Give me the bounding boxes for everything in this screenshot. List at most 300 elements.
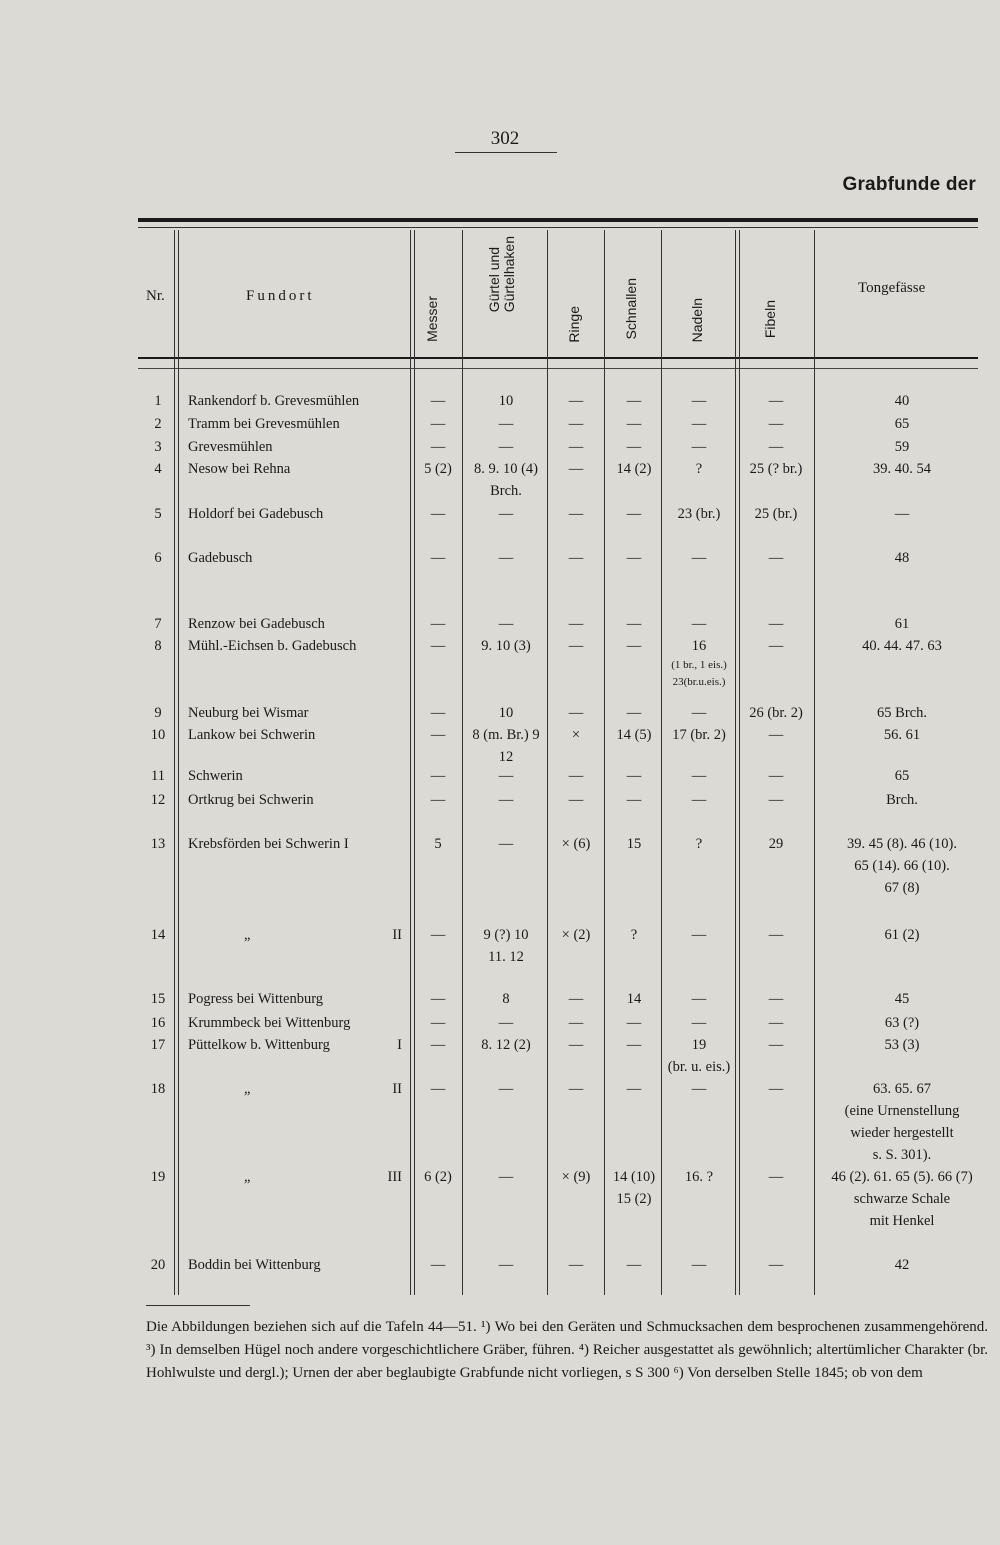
cell-guertel-line: 11. 12 xyxy=(488,949,524,965)
cell-tongefaesse-line: 65 Brch. xyxy=(877,705,927,721)
cell-tongefaesse xyxy=(822,436,982,458)
cell-schnallen xyxy=(606,613,662,635)
cell-guertel xyxy=(466,503,546,525)
cell-nr: 10 xyxy=(150,727,166,743)
cell-ringe: × (2) xyxy=(561,927,591,943)
cell-schnallen xyxy=(606,390,662,412)
cell-fundort-text: Boddin bei Wittenburg xyxy=(188,1257,321,1273)
header-guertel-line2: Gürtelhaken xyxy=(501,236,517,313)
cell-nadeln xyxy=(662,724,736,746)
cell-fundort xyxy=(188,503,408,525)
cell-tongefaesse xyxy=(822,789,982,811)
cell-guertel-line: — xyxy=(498,616,514,632)
cell-messer: — xyxy=(430,1015,446,1031)
cell-schnallen-line: 14 (10) xyxy=(612,1169,656,1185)
cell-nadeln xyxy=(662,613,736,635)
col-divider-ringe xyxy=(604,230,605,1295)
cell-nr: 18 xyxy=(150,1081,166,1097)
cell-guertel-line: — xyxy=(498,1015,514,1031)
cell-schnallen-line: 15 (2) xyxy=(616,1191,652,1207)
cell-messer: — xyxy=(430,638,446,654)
cell-fundort-text: „ xyxy=(244,1081,251,1097)
header-fibeln: Fibeln xyxy=(762,300,778,339)
cell-guertel-line: 10 xyxy=(498,705,514,721)
cell-schnallen-line: — xyxy=(626,439,642,455)
cell-schnallen-line: — xyxy=(626,638,642,654)
cell-tongefaesse-line: 65 (14). 66 (10). xyxy=(854,858,950,874)
cell-tongefaesse xyxy=(822,988,982,1010)
cell-tongefaesse-line: 45 xyxy=(894,991,910,1007)
cell-nadeln-line: 16. ? xyxy=(684,1169,714,1185)
cell-fibeln: — xyxy=(768,768,784,784)
cell-nadeln-line: 16 xyxy=(691,638,707,654)
cell-nadeln xyxy=(662,436,736,458)
cell-nadeln-line: (br. u. eis.) xyxy=(667,1059,731,1075)
cell-tongefaesse xyxy=(822,702,982,724)
cell-schnallen xyxy=(606,1166,662,1210)
cell-fibeln: — xyxy=(768,991,784,1007)
cell-messer: — xyxy=(430,1257,446,1273)
cell-fundort xyxy=(188,1034,408,1056)
cell-nadeln xyxy=(662,789,736,811)
cell-guertel xyxy=(466,924,546,968)
cell-tongefaesse xyxy=(822,503,982,525)
cell-ringe: — xyxy=(568,1081,584,1097)
header-guertel-line1: Gürtel und xyxy=(486,246,502,313)
cell-ringe: — xyxy=(568,1015,584,1031)
cell-fundort-number: I xyxy=(397,1037,402,1053)
footnote-text: Die Abbildungen beziehen sich auf die Tafeln 44—51. ¹) Wo bei den Geräten und Schmucksachen dem besprochenen zusammengehörend. ³) In demselben Hügel noch andere vorgeschichtlichere Gräber, führen. ⁴) Reicher ausgestattet als gewöhnlich; altertümlicher Charakter (br. Hohlwulste und dergl.); Urnen der aber beglaubigte Grabfunde nicht vorliegen, s S 300 ⁶) Von derselben Stelle 1845; ob von dem xyxy=(146,1319,988,1381)
cell-guertel-line: — xyxy=(498,1081,514,1097)
cell-fundort-text: Schwerin xyxy=(188,768,243,784)
cell-nr: 12 xyxy=(150,792,166,808)
cell-fundort-text: Püttelkow b. Wittenburg xyxy=(188,1037,330,1053)
cell-guertel-line: 8. 9. 10 (4) xyxy=(473,461,539,477)
cell-fundort-text: Gadebusch xyxy=(188,550,253,566)
cell-messer: 5 xyxy=(434,836,442,852)
cell-fundort xyxy=(188,988,408,1010)
cell-schnallen xyxy=(606,765,662,787)
cell-nadeln xyxy=(662,924,736,946)
cell-ringe: — xyxy=(568,792,584,808)
cell-schnallen-line: — xyxy=(626,1037,642,1053)
cell-fundort-text: Krummbeck bei Wittenburg xyxy=(188,1015,351,1031)
cell-nr: 11 xyxy=(151,768,165,784)
cell-guertel xyxy=(466,765,546,787)
table-top-thin-rule xyxy=(138,227,978,228)
cell-fibeln: — xyxy=(768,550,784,566)
cell-nadeln-line: (1 br., 1 eis.) xyxy=(671,659,727,671)
cell-nadeln-line: 23(br.u.eis.) xyxy=(672,676,726,688)
cell-tongefaesse-line: 42 xyxy=(894,1257,910,1273)
cell-guertel-line: — xyxy=(498,1169,514,1185)
cell-nadeln xyxy=(662,702,736,724)
cell-fundort-text: Pogress bei Wittenburg xyxy=(188,991,324,1007)
cell-nadeln xyxy=(662,988,736,1010)
cell-schnallen xyxy=(606,413,662,435)
cell-schnallen-line: 14 (2) xyxy=(616,461,652,477)
cell-nadeln xyxy=(662,503,736,525)
cell-nadeln xyxy=(662,1034,736,1078)
cell-fundort-text: „ xyxy=(244,927,251,943)
cell-messer: — xyxy=(430,1037,446,1053)
cell-guertel xyxy=(466,1034,546,1056)
cell-nadeln-line: — xyxy=(691,1257,707,1273)
page-number: 302 xyxy=(490,128,520,149)
cell-tongefaesse-line: mit Henkel xyxy=(869,1213,935,1229)
cell-ringe: — xyxy=(568,705,584,721)
cell-guertel-line: — xyxy=(498,550,514,566)
header-nadeln: Nadeln xyxy=(689,298,705,343)
cell-fundort xyxy=(188,436,408,458)
cell-fundort xyxy=(188,924,408,946)
cell-fundort xyxy=(188,413,408,435)
cell-guertel-line: — xyxy=(498,506,514,522)
cell-nadeln-line: — xyxy=(691,550,707,566)
cell-nr: 8 xyxy=(154,638,162,654)
cell-schnallen-line: — xyxy=(626,416,642,432)
cell-fibeln: — xyxy=(768,927,784,943)
cell-ringe: × (9) xyxy=(561,1169,591,1185)
cell-ringe: — xyxy=(568,439,584,455)
cell-guertel xyxy=(466,702,546,724)
cell-nadeln xyxy=(662,635,736,691)
cell-fibeln: — xyxy=(768,1081,784,1097)
cell-fibeln: — xyxy=(768,638,784,654)
cell-nadeln xyxy=(662,765,736,787)
header-messer: Messer xyxy=(424,296,440,342)
header-schnallen: Schnallen xyxy=(623,278,639,340)
cell-fundort-number: II xyxy=(392,927,402,943)
cell-tongefaesse xyxy=(822,724,982,746)
cell-ringe: — xyxy=(568,616,584,632)
cell-nadeln-line: — xyxy=(691,616,707,632)
cell-schnallen-line: 14 xyxy=(626,991,642,1007)
cell-nadeln-line: 23 (br.) xyxy=(677,506,721,522)
cell-tongefaesse-line: 39. 40. 54 xyxy=(873,461,931,477)
cell-guertel-line: Brch. xyxy=(490,483,522,499)
cell-ringe: — xyxy=(568,1257,584,1273)
cell-tongefaesse-line: wieder hergestellt xyxy=(850,1125,954,1141)
cell-schnallen-line: — xyxy=(626,1015,642,1031)
cell-guertel-line: — xyxy=(498,416,514,432)
cell-nadeln-line: — xyxy=(691,768,707,784)
cell-guertel xyxy=(466,1012,546,1034)
cell-nadeln xyxy=(662,458,736,480)
cell-guertel-line: — xyxy=(498,792,514,808)
cell-fundort-text: Holdorf bei Gadebusch xyxy=(188,506,324,522)
cell-schnallen xyxy=(606,1078,662,1100)
cell-fibeln: — xyxy=(768,1169,784,1185)
cell-nadeln xyxy=(662,390,736,412)
cell-guertel-line: 12 xyxy=(498,749,514,765)
cell-schnallen-line: — xyxy=(626,616,642,632)
cell-messer: — xyxy=(430,1081,446,1097)
cell-nadeln xyxy=(662,1078,736,1100)
cell-ringe: × (6) xyxy=(561,836,591,852)
cell-nr: 17 xyxy=(150,1037,166,1053)
cell-tongefaesse xyxy=(822,1078,982,1166)
cell-tongefaesse-line: 40 xyxy=(894,393,910,409)
cell-guertel xyxy=(466,988,546,1010)
cell-fundort-text: „ xyxy=(244,1169,251,1185)
header-tongefaesse: Tongefässe xyxy=(858,280,926,296)
header-nr: Nr. xyxy=(146,288,165,304)
cell-guertel-line: 8. 12 (2) xyxy=(481,1037,531,1053)
cell-nr: 3 xyxy=(154,439,162,455)
cell-tongefaesse xyxy=(822,413,982,435)
cell-fundort-number: II xyxy=(392,1081,402,1097)
cell-nadeln-line: ? xyxy=(695,836,703,852)
cell-ringe: — xyxy=(568,393,584,409)
cell-tongefaesse-line: 65 xyxy=(894,768,910,784)
cell-nr: 14 xyxy=(150,927,166,943)
table-top-rule xyxy=(138,218,978,222)
cell-fundort xyxy=(188,547,408,569)
cell-fundort-text: Ortkrug bei Schwerin xyxy=(188,792,314,808)
table-header-rule-thin xyxy=(138,368,978,369)
cell-tongefaesse xyxy=(822,1166,982,1232)
cell-guertel-line: — xyxy=(498,836,514,852)
cell-guertel xyxy=(466,789,546,811)
cell-tongefaesse-line: 46 (2). 61. 65 (5). 66 (7) xyxy=(831,1169,973,1185)
cell-schnallen xyxy=(606,1012,662,1034)
cell-messer: — xyxy=(430,705,446,721)
cell-tongefaesse xyxy=(822,924,982,946)
header-guertel xyxy=(487,236,517,312)
cell-schnallen xyxy=(606,547,662,569)
cell-schnallen-line: 14 (5) xyxy=(616,727,652,743)
cell-fundort-text: Rankendorf b. Grevesmühlen xyxy=(188,393,360,409)
cell-guertel-line: — xyxy=(498,439,514,455)
cell-tongefaesse-line: 40. 44. 47. 63 xyxy=(862,638,942,654)
cell-fundort-text: Neuburg bei Wismar xyxy=(188,705,309,721)
cell-nadeln-line: — xyxy=(691,1081,707,1097)
cell-tongefaesse xyxy=(822,613,982,635)
cell-guertel xyxy=(466,635,546,657)
cell-messer: — xyxy=(430,927,446,943)
cell-fibeln: — xyxy=(768,1037,784,1053)
col-divider-fundort xyxy=(410,230,415,1295)
cell-schnallen-line: — xyxy=(626,393,642,409)
cell-nadeln-line: 19 xyxy=(691,1037,707,1053)
cell-tongefaesse xyxy=(822,547,982,569)
cell-nadeln xyxy=(662,547,736,569)
cell-tongefaesse xyxy=(822,390,982,412)
cell-schnallen-line: ? xyxy=(630,927,638,943)
header-fundort: Fundort xyxy=(246,288,315,304)
cell-nr: 16 xyxy=(150,1015,166,1031)
cell-guertel xyxy=(466,413,546,435)
cell-messer: — xyxy=(430,506,446,522)
cell-guertel xyxy=(466,390,546,412)
cell-fundort-number: III xyxy=(387,1169,402,1185)
cell-ringe: — xyxy=(568,638,584,654)
cell-guertel xyxy=(466,1078,546,1100)
cell-nadeln-line: — xyxy=(691,439,707,455)
col-divider-messer xyxy=(462,230,463,1295)
cell-guertel-line: — xyxy=(498,1257,514,1273)
cell-schnallen-line: — xyxy=(626,1081,642,1097)
cell-guertel xyxy=(466,458,546,502)
cell-fundort xyxy=(188,702,408,724)
running-head: Grabfunde der xyxy=(842,174,976,195)
cell-schnallen-line: — xyxy=(626,768,642,784)
cell-tongefaesse xyxy=(822,1012,982,1034)
cell-guertel xyxy=(466,436,546,458)
cell-ringe: — xyxy=(568,991,584,1007)
cell-nr: 20 xyxy=(150,1257,166,1273)
cell-tongefaesse-line: schwarze Schale xyxy=(853,1191,951,1207)
cell-nadeln xyxy=(662,833,736,855)
cell-guertel-line: 8 xyxy=(502,991,510,1007)
cell-messer: — xyxy=(430,768,446,784)
cell-nr: 4 xyxy=(154,461,162,477)
cell-guertel-line: — xyxy=(498,768,514,784)
cell-nr: 15 xyxy=(150,991,166,1007)
cell-schnallen-line: — xyxy=(626,1257,642,1273)
cell-tongefaesse-line: 59 xyxy=(894,439,910,455)
cell-nadeln-line: — xyxy=(691,927,707,943)
cell-schnallen xyxy=(606,924,662,946)
cell-fundort-text: Grevesmühlen xyxy=(188,439,273,455)
cell-nadeln xyxy=(662,1166,736,1188)
cell-tongefaesse-line: 67 (8) xyxy=(884,880,920,896)
cell-fundort-text: Renzow bei Gadebusch xyxy=(188,616,325,632)
cell-fibeln: — xyxy=(768,1257,784,1273)
cell-tongefaesse xyxy=(822,833,982,899)
cell-schnallen xyxy=(606,436,662,458)
cell-guertel-line: 10 xyxy=(498,393,514,409)
cell-nr: 5 xyxy=(154,506,162,522)
col-divider-guertel xyxy=(547,230,548,1295)
cell-fundort xyxy=(188,724,408,746)
cell-schnallen xyxy=(606,702,662,724)
cell-fundort xyxy=(188,1254,408,1276)
cell-ringe: — xyxy=(568,768,584,784)
cell-messer: 5 (2) xyxy=(424,461,452,477)
cell-fundort xyxy=(188,613,408,635)
cell-fibeln: — xyxy=(768,792,784,808)
cell-messer: — xyxy=(430,393,446,409)
cell-tongefaesse-line: 61 (2) xyxy=(884,927,920,943)
cell-fibeln: 29 xyxy=(768,836,784,852)
cell-guertel xyxy=(466,1166,546,1188)
cell-fibeln: 26 (br. 2) xyxy=(749,705,803,721)
cell-messer: — xyxy=(430,416,446,432)
cell-messer: 6 (2) xyxy=(424,1169,452,1185)
cell-tongefaesse-line: 63. 65. 67 xyxy=(873,1081,931,1097)
cell-ringe: — xyxy=(568,461,584,477)
cell-fundort xyxy=(188,1078,408,1100)
cell-nr: 6 xyxy=(154,550,162,566)
cell-nr: 7 xyxy=(154,616,162,632)
cell-schnallen xyxy=(606,503,662,525)
cell-nadeln-line: ? xyxy=(695,461,703,477)
cell-fundort-text: Lankow bei Schwerin xyxy=(188,727,316,743)
cell-guertel-line: 9. 10 (3) xyxy=(481,638,531,654)
cell-tongefaesse xyxy=(822,765,982,787)
cell-guertel xyxy=(466,724,546,768)
cell-nr: 19 xyxy=(150,1169,166,1185)
cell-messer: — xyxy=(430,616,446,632)
cell-nadeln-line: — xyxy=(691,416,707,432)
cell-nadeln xyxy=(662,1012,736,1034)
cell-nadeln-line: — xyxy=(691,393,707,409)
cell-nr: 13 xyxy=(150,836,166,852)
header-ringe: Ringe xyxy=(566,306,582,343)
cell-guertel xyxy=(466,613,546,635)
cell-guertel-line: 9 (?) 10 xyxy=(483,927,529,943)
cell-fibeln: 25 (? br.) xyxy=(749,461,803,477)
cell-tongefaesse-line: s. S. 301). xyxy=(872,1147,932,1163)
table-header-rule xyxy=(138,357,978,359)
cell-tongefaesse xyxy=(822,1034,982,1056)
cell-messer: — xyxy=(430,727,446,743)
col-divider-fibeln xyxy=(814,230,815,1295)
cell-tongefaesse-line: 53 (3) xyxy=(884,1037,920,1053)
cell-messer: — xyxy=(430,439,446,455)
cell-nadeln-line: — xyxy=(691,792,707,808)
cell-fundort-text: Mühl.-Eichsen b. Gadebusch xyxy=(188,638,357,654)
cell-schnallen-line: — xyxy=(626,705,642,721)
cell-fibeln: — xyxy=(768,393,784,409)
cell-schnallen xyxy=(606,833,662,855)
cell-nr: 2 xyxy=(154,416,162,432)
cell-guertel-line: 8 (m. Br.) 9 xyxy=(472,727,540,743)
cell-guertel xyxy=(466,833,546,855)
cell-fibeln: 25 (br.) xyxy=(754,506,798,522)
cell-nadeln xyxy=(662,413,736,435)
cell-tongefaesse-line: 65 xyxy=(894,416,910,432)
cell-schnallen xyxy=(606,635,662,657)
cell-fundort-text: Tramm bei Grevesmühlen xyxy=(188,416,340,432)
cell-tongefaesse xyxy=(822,635,982,657)
cell-fundort xyxy=(188,390,408,412)
cell-schnallen-line: 15 xyxy=(626,836,642,852)
cell-schnallen xyxy=(606,1254,662,1276)
cell-messer: — xyxy=(430,991,446,1007)
cell-nadeln-line: 17 (br. 2) xyxy=(672,727,726,743)
cell-schnallen xyxy=(606,988,662,1010)
cell-fibeln: — xyxy=(768,727,784,743)
cell-tongefaesse xyxy=(822,1254,982,1276)
cell-schnallen xyxy=(606,789,662,811)
cell-tongefaesse-line: Brch. xyxy=(886,792,918,808)
cell-guertel xyxy=(466,547,546,569)
cell-fundort xyxy=(188,789,408,811)
cell-ringe: — xyxy=(568,550,584,566)
cell-fibeln: — xyxy=(768,416,784,432)
cell-schnallen-line: — xyxy=(626,506,642,522)
cell-tongefaesse-line: 63 (?) xyxy=(884,1015,920,1031)
cell-fundort xyxy=(188,765,408,787)
cell-fibeln: — xyxy=(768,616,784,632)
cell-ringe: × xyxy=(571,727,581,743)
cell-fundort xyxy=(188,1012,408,1034)
cell-nadeln-line: — xyxy=(691,1015,707,1031)
cell-schnallen-line: — xyxy=(626,792,642,808)
cell-fundort xyxy=(188,458,408,480)
cell-tongefaesse-line: 48 xyxy=(894,550,910,566)
cell-fibeln: — xyxy=(768,1015,784,1031)
cell-nadeln-line: — xyxy=(691,991,707,1007)
cell-tongefaesse-line: (eine Urnenstellung xyxy=(844,1103,960,1119)
cell-messer: — xyxy=(430,550,446,566)
cell-fundort xyxy=(188,635,408,657)
cell-fundort-text: Krebsförden bei Schwerin I xyxy=(188,836,349,852)
cell-schnallen xyxy=(606,724,662,746)
